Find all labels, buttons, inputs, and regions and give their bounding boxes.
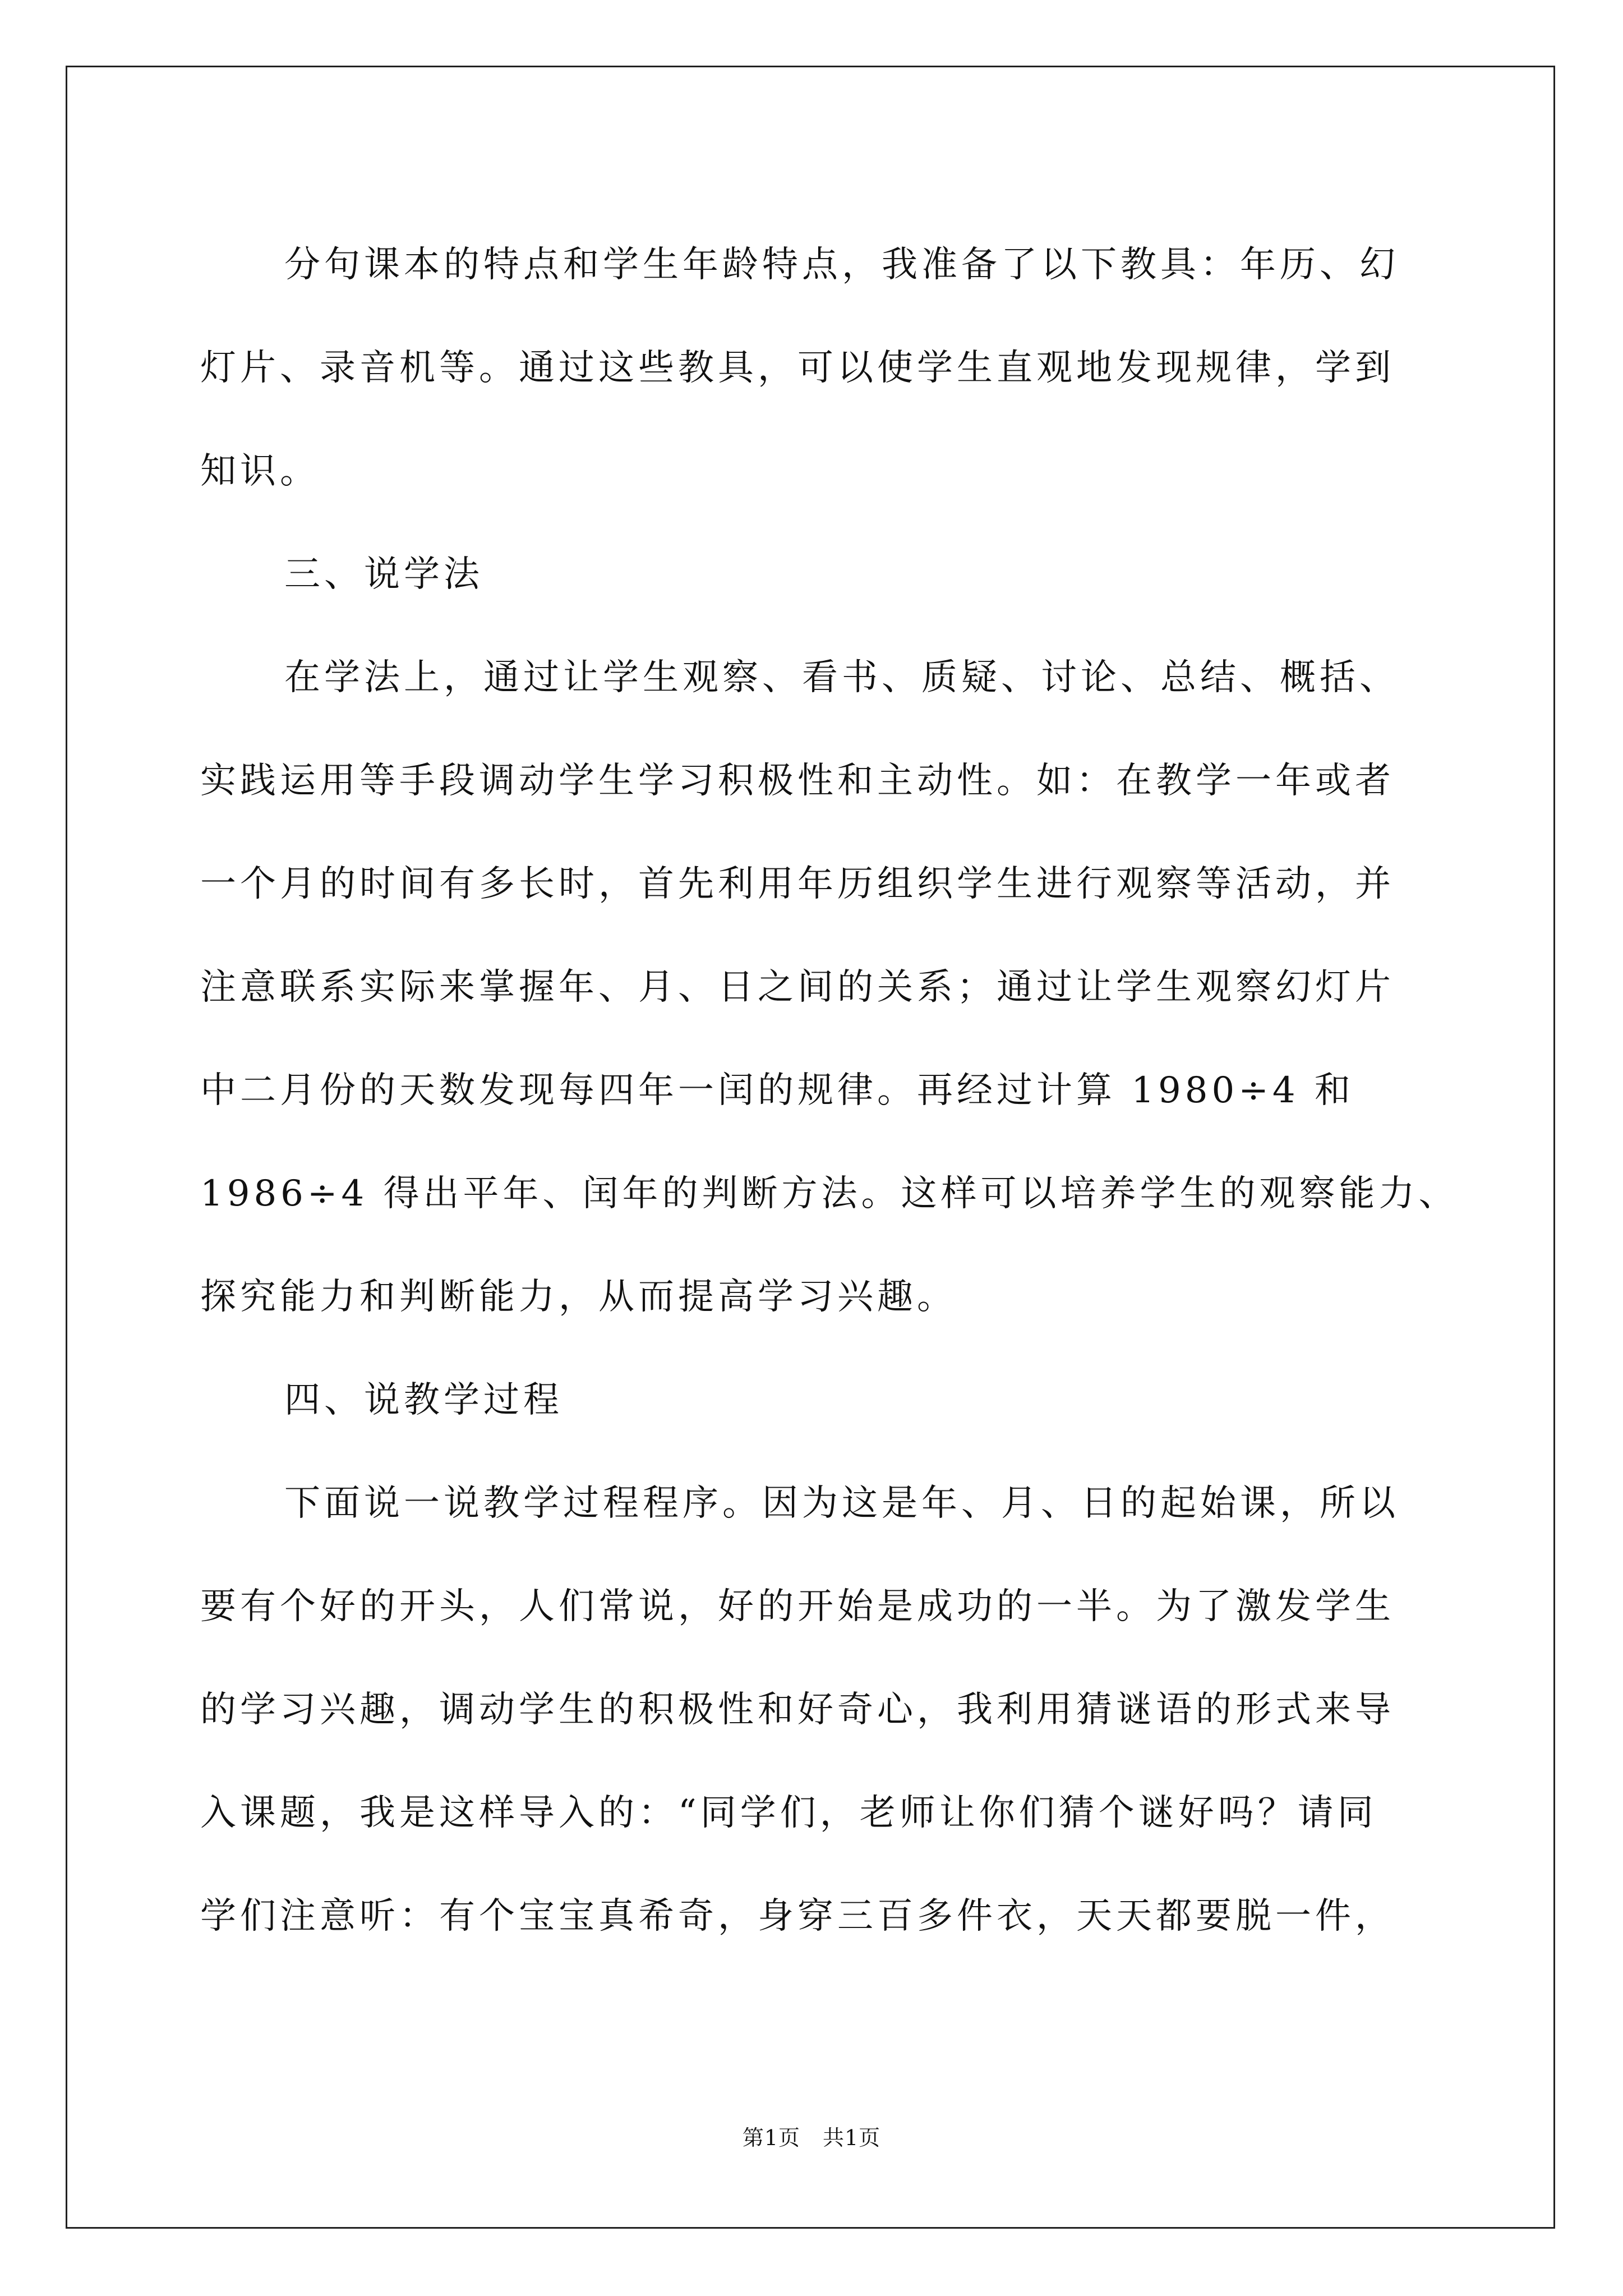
text-line: 入课题，我是这样导入的：“同学们，老师让你们猜个谜好吗？请同	[200, 1792, 1377, 1834]
document-body	[200, 213, 1459, 1968]
text-line: 注意联系实际来掌握年、月、日之间的关系；通过让学生观察幻灯片	[200, 967, 1395, 1008]
text-line: 知识。	[200, 450, 320, 492]
text-line: 学们注意听：有个宝宝真希奇，身穿三百多件衣，天天都要脱一件，	[200, 1895, 1395, 1937]
page-number: 第1页	[742, 2125, 800, 2150]
text-line: 下面说一说教学过程程序。因为这是年、月、日的起始课，所以	[284, 1483, 1399, 1524]
text-line: 探究能力和判断能力，从而提高学习兴趣。	[200, 1276, 957, 1318]
text-line: 中二月份的天数发现每四年一闰的规律。再经过计算 1980÷4 和	[200, 1070, 1354, 1111]
text-line: 要有个好的开头，人们常说，好的开始是成功的一半。为了激发学生	[200, 1586, 1395, 1627]
text-line: 实践运用等手段调动学生学习积极性和主动性。如：在教学一年或者	[200, 760, 1395, 802]
text-line: 分句课本的特点和学生年龄特点，我准备了以下教具：年历、幻	[284, 244, 1399, 286]
section-heading: 三、说学法	[284, 554, 483, 595]
text-line: 一个月的时间有多长时，首先利用年历组织学生进行观察等活动，并	[200, 863, 1395, 905]
text-line: 1986÷4 得出平年、闰年的判断方法。这样可以培养学生的观察能力、	[200, 1173, 1459, 1214]
text-line: 的学习兴趣，调动学生的积极性和好奇心，我利用猜谜语的形式来导	[200, 1689, 1395, 1731]
section-heading: 四、说教学过程	[284, 1379, 563, 1421]
page-footer	[0, 2120, 1623, 2151]
text-line: 在学法上，通过让学生观察、看书、质疑、讨论、总结、概括、	[284, 657, 1399, 698]
page-total: 共1页	[823, 2125, 881, 2150]
text-line: 灯片、录音机等。通过这些教具，可以使学生直观地发现规律，学到	[200, 347, 1395, 389]
